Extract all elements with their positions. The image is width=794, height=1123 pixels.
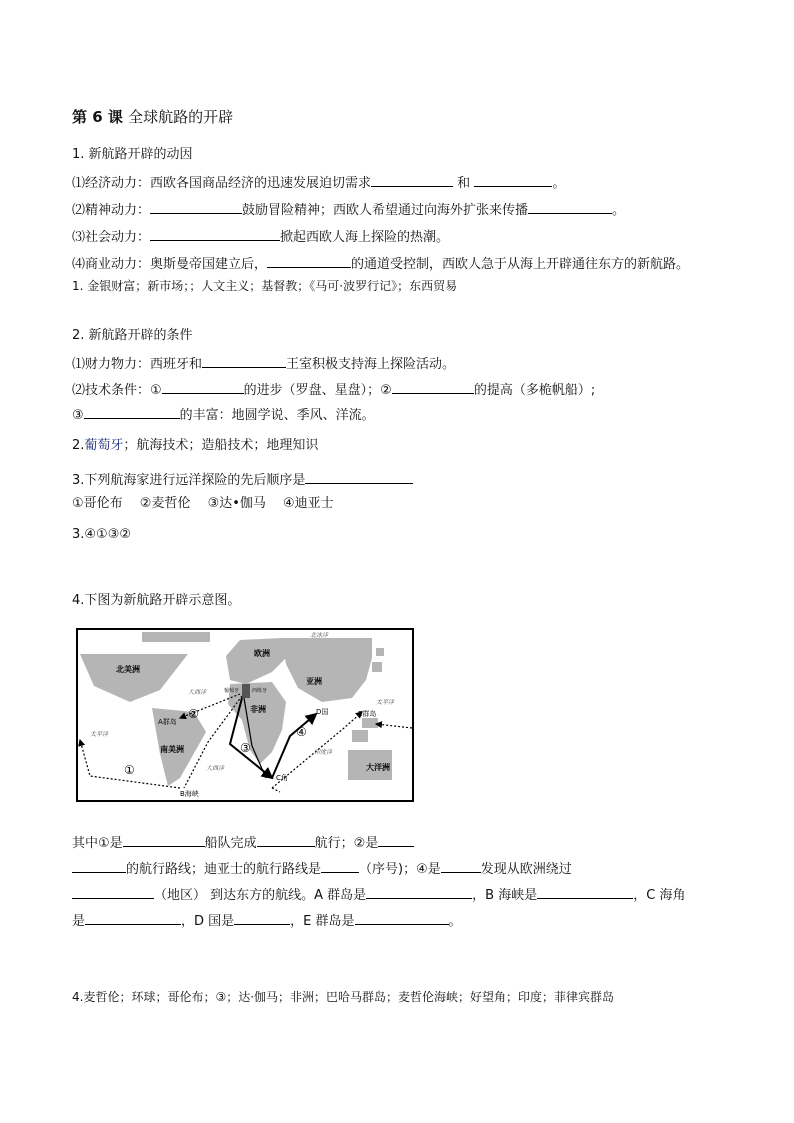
q4-line3: [72, 884, 685, 905]
q3-options: ①哥伦布 ②麦哲伦 ③达•伽马 ④迪亚士: [72, 496, 334, 511]
q1-line4-text-a: ⑷商业动力：奥斯曼帝国建立后，: [72, 257, 268, 272]
e-islands-label: E群岛: [358, 710, 377, 718]
greenland-land: [142, 632, 210, 642]
q3-answer: 3.④①③②: [72, 527, 132, 542]
route-2-marker: ②: [188, 707, 199, 721]
q1-line2: [72, 199, 625, 220]
q4-answer: 4.麦哲伦；环球；哥伦布；③；达·伽马；非洲；巴哈马群岛；麦哲伦海峡；好望角；印度；菲律宾群岛: [72, 990, 615, 1004]
island-land: [352, 730, 368, 742]
q4-line4-text-b: ，D 国是: [181, 914, 235, 929]
blank[interactable]: [321, 858, 359, 873]
q4-line4-text-d: 。: [448, 914, 462, 929]
north-america-label: 北美洲: [116, 665, 140, 674]
south-atlantic-label: 大西洋: [206, 765, 225, 772]
q4-line2-text-b: （序号)；④是: [359, 862, 441, 877]
blank[interactable]: [528, 199, 612, 214]
q1-line1-text-c: 。: [552, 176, 566, 191]
page-title: [72, 108, 233, 126]
route-1-marker: ①: [124, 763, 135, 777]
oceania-label: 大洋洲: [366, 763, 390, 772]
q1-answer: 1. 金银财富；新市场；；人文主义；基督教；《马可·波罗行记》；东西贸易: [72, 279, 458, 293]
japan-land: [372, 662, 382, 672]
q4-line1-text-a: 其中①是: [72, 836, 123, 851]
q3-heading-text: 3.下列航海家进行远洋探险的先后顺序是: [72, 473, 306, 488]
blank[interactable]: [392, 379, 474, 394]
q2-answer-highlight: 葡萄牙: [84, 438, 124, 453]
q4-line1-text-c: 航行；②是: [314, 836, 379, 851]
blank[interactable]: [366, 884, 472, 899]
asia-label: 亚洲: [306, 677, 322, 686]
atlantic-label: 大西洋: [188, 689, 207, 696]
q2-line3-text-b: 的丰富：地圆学说、季风、洋流。: [179, 408, 375, 423]
q4-line4-text-a: 是: [72, 914, 86, 929]
blank[interactable]: [162, 379, 244, 394]
q1-heading: 1. 新航路开辟的动因: [72, 147, 193, 162]
q2-answer-rest: ；航海技术；造船技术；地理知识: [123, 438, 319, 453]
arctic-label: 北冰洋: [310, 632, 329, 639]
q1-line1-text-a: ⑴经济动力：西欧各国商品经济的迅速发展迫切需求: [72, 176, 372, 191]
q2-line1-text-a: ⑴财力物力：西班牙和: [72, 357, 203, 372]
q2-line1: [72, 353, 455, 374]
q2-line2: [72, 379, 595, 400]
blank[interactable]: [441, 858, 481, 873]
q4-heading: 4.下图为新航路开辟示意图。: [72, 593, 241, 608]
blank[interactable]: [355, 910, 449, 925]
blank[interactable]: [378, 832, 414, 847]
q2-line3: [72, 404, 375, 425]
q2-heading: 2. 新航路开辟的条件: [72, 328, 193, 343]
pacific-right-label: 太平洋: [376, 699, 395, 706]
q1-line2-text-b: 鼓励冒险精神；西欧人希望通过向海外扩张来传播: [242, 203, 529, 218]
q1-line2-text-a: ⑵精神动力：: [72, 203, 151, 218]
c-cape-label: C角: [276, 774, 288, 782]
q1-line4-text-b: 的通道受控制，西欧人急于从海上开辟通往东方的新航路。: [351, 257, 690, 272]
q1-line1: [72, 172, 565, 193]
kamchatka-land: [376, 648, 384, 656]
route-3-marker: ③: [240, 741, 251, 755]
route-4-marker: ④: [296, 725, 307, 739]
blank[interactable]: [123, 832, 205, 847]
blank[interactable]: [84, 404, 180, 419]
blank[interactable]: [234, 910, 290, 925]
q4-line4: [72, 910, 462, 931]
europe-label: 欧洲: [254, 649, 270, 658]
q2-line3-text-a: ③: [72, 408, 84, 423]
q2-line1-text-b: 王室积极支持海上探险活动。: [286, 357, 456, 372]
q1-line3-text-b: 掀起西欧人海上探险的热潮。: [280, 230, 450, 245]
blank[interactable]: [371, 172, 453, 187]
q4-line2-text-c: 发现从欧洲绕过: [480, 862, 572, 877]
q4-line1: [72, 832, 414, 853]
q2-line2-text-c: 的提高（多桅帆船）;: [473, 383, 596, 398]
q2-answer-number: 2.: [72, 438, 85, 453]
pacific-left-label: 太平洋: [90, 731, 109, 738]
blank[interactable]: [305, 469, 413, 484]
a-islands-label: A群岛: [158, 718, 177, 726]
africa-label: 非洲: [250, 705, 266, 714]
q2-line2-text-b: 的进步（罗盘、星盘）；②: [243, 383, 392, 398]
blank[interactable]: [537, 884, 633, 899]
b-strait-label: B海峡: [180, 790, 199, 798]
d-country-label: D国: [316, 708, 329, 716]
q4-line3-text-c: ，C 海角: [633, 888, 686, 903]
spain-label: 西班牙: [252, 688, 268, 694]
blank[interactable]: [257, 832, 315, 847]
q4-line1-text-b: 船队完成: [204, 836, 257, 851]
q2-line2-text-a: ⑵技术条件：①: [72, 383, 162, 398]
blank[interactable]: [267, 253, 351, 268]
q1-line3: [72, 226, 449, 247]
portugal-spain-land: [242, 684, 250, 698]
lesson-name: 全球航路的开辟: [128, 108, 234, 126]
q3-heading: [72, 469, 413, 490]
q4-line2: [72, 858, 572, 879]
south-america-label: 南美洲: [160, 745, 184, 754]
q4-line2-text-a: 的航行路线；迪亚士的航行路线是: [126, 862, 322, 877]
blank[interactable]: [474, 172, 552, 187]
q1-line3-text-a: ⑶社会动力：: [72, 230, 151, 245]
q2-answer: [72, 437, 318, 455]
blank[interactable]: [150, 199, 242, 214]
blank[interactable]: [202, 353, 286, 368]
lesson-number: 第 6 课: [72, 108, 123, 126]
blank[interactable]: [72, 858, 126, 873]
q4-line4-text-c: ，E 群岛是: [290, 914, 355, 929]
blank[interactable]: [72, 884, 154, 899]
q4-line3-text-b: ，B 海峡是: [472, 888, 538, 903]
indonesia-land: [362, 718, 378, 728]
q4-line3-text-a: （地区） 到达东方的航线。A 群岛是: [154, 888, 367, 903]
new-routes-map: [76, 628, 414, 802]
portugal-label: 葡萄牙: [224, 688, 240, 694]
blank[interactable]: [150, 226, 280, 241]
blank[interactable]: [85, 910, 181, 925]
q1-line2-text-c: 。: [612, 203, 626, 218]
q1-line1-text-b: 和: [457, 176, 471, 191]
indian-ocean-label: 印度洋: [314, 749, 333, 756]
q1-line4: [72, 253, 689, 274]
